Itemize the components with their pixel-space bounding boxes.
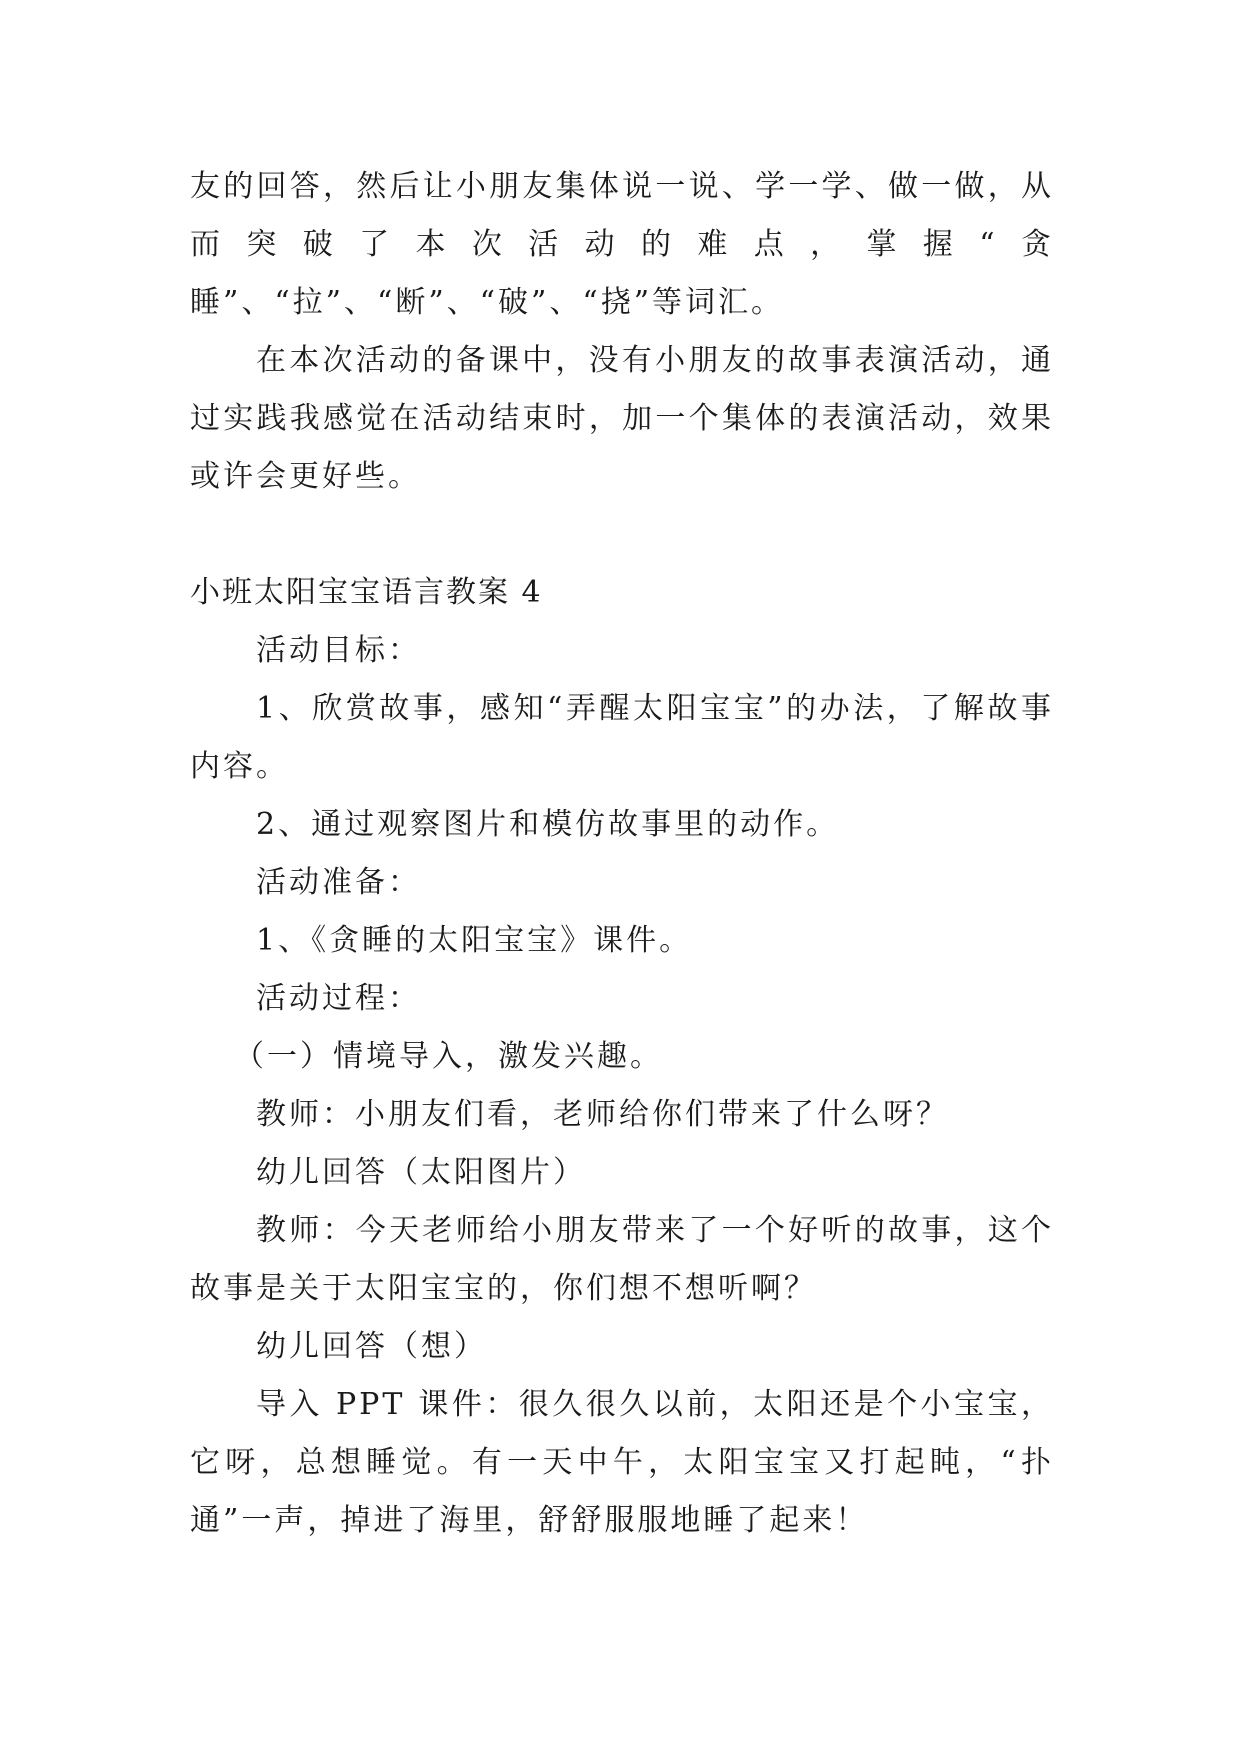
goal-item-2: 2、通过观察图片和模仿故事里的动作。: [256, 807, 840, 842]
child-answer-1: 幼儿回答（太阳图片）: [256, 1155, 586, 1190]
goal-item-1: 1、欣赏故事，感知“弄醒太阳宝宝”的办法，了解故事内容。: [190, 691, 1054, 784]
intro-paragraph: 友的回答，然后让小朋友集体说一说、学一学、做一做，从而突破了本次活动的难点，掌握“贪睡”、“拉”、“断”、“破”、“挠”等词汇。: [190, 169, 1054, 320]
document-body: [190, 158, 1054, 1550]
process-step-1-heading: （一）情境导入，激发兴趣。: [234, 1039, 663, 1074]
section-title: 小班太阳宝宝语言教案 4: [190, 575, 543, 610]
preparation-item-1: 1、《贪睡的太阳宝宝》课件。: [256, 923, 693, 958]
ppt-story-intro: 导入 PPT 课件：很久很久以前，太阳还是个小宝宝，它呀，总想睡觉。有一天中午，太阳宝宝又打起盹，“扑通”一声，掉进了海里，舒舒服服地睡了起来！: [190, 1387, 1054, 1538]
teacher-line-1: 教师：小朋友们看，老师给你们带来了什么呀？: [256, 1097, 949, 1132]
activity-process-heading: 活动过程：: [256, 981, 421, 1016]
activity-goals-heading: 活动目标：: [256, 633, 421, 668]
child-answer-2: 幼儿回答（想）: [256, 1329, 487, 1364]
activity-preparation-heading: 活动准备：: [256, 865, 421, 900]
reflection-paragraph: 在本次活动的备课中，没有小朋友的故事表演活动，通过实践我感觉在活动结束时，加一个集体的表演活动，效果或许会更好些。: [190, 343, 1054, 494]
teacher-line-2: 教师：今天老师给小朋友带来了一个好听的故事，这个故事是关于太阳宝宝的，你们想不想听啊？: [190, 1213, 1054, 1306]
section-spacer: [190, 506, 1054, 564]
